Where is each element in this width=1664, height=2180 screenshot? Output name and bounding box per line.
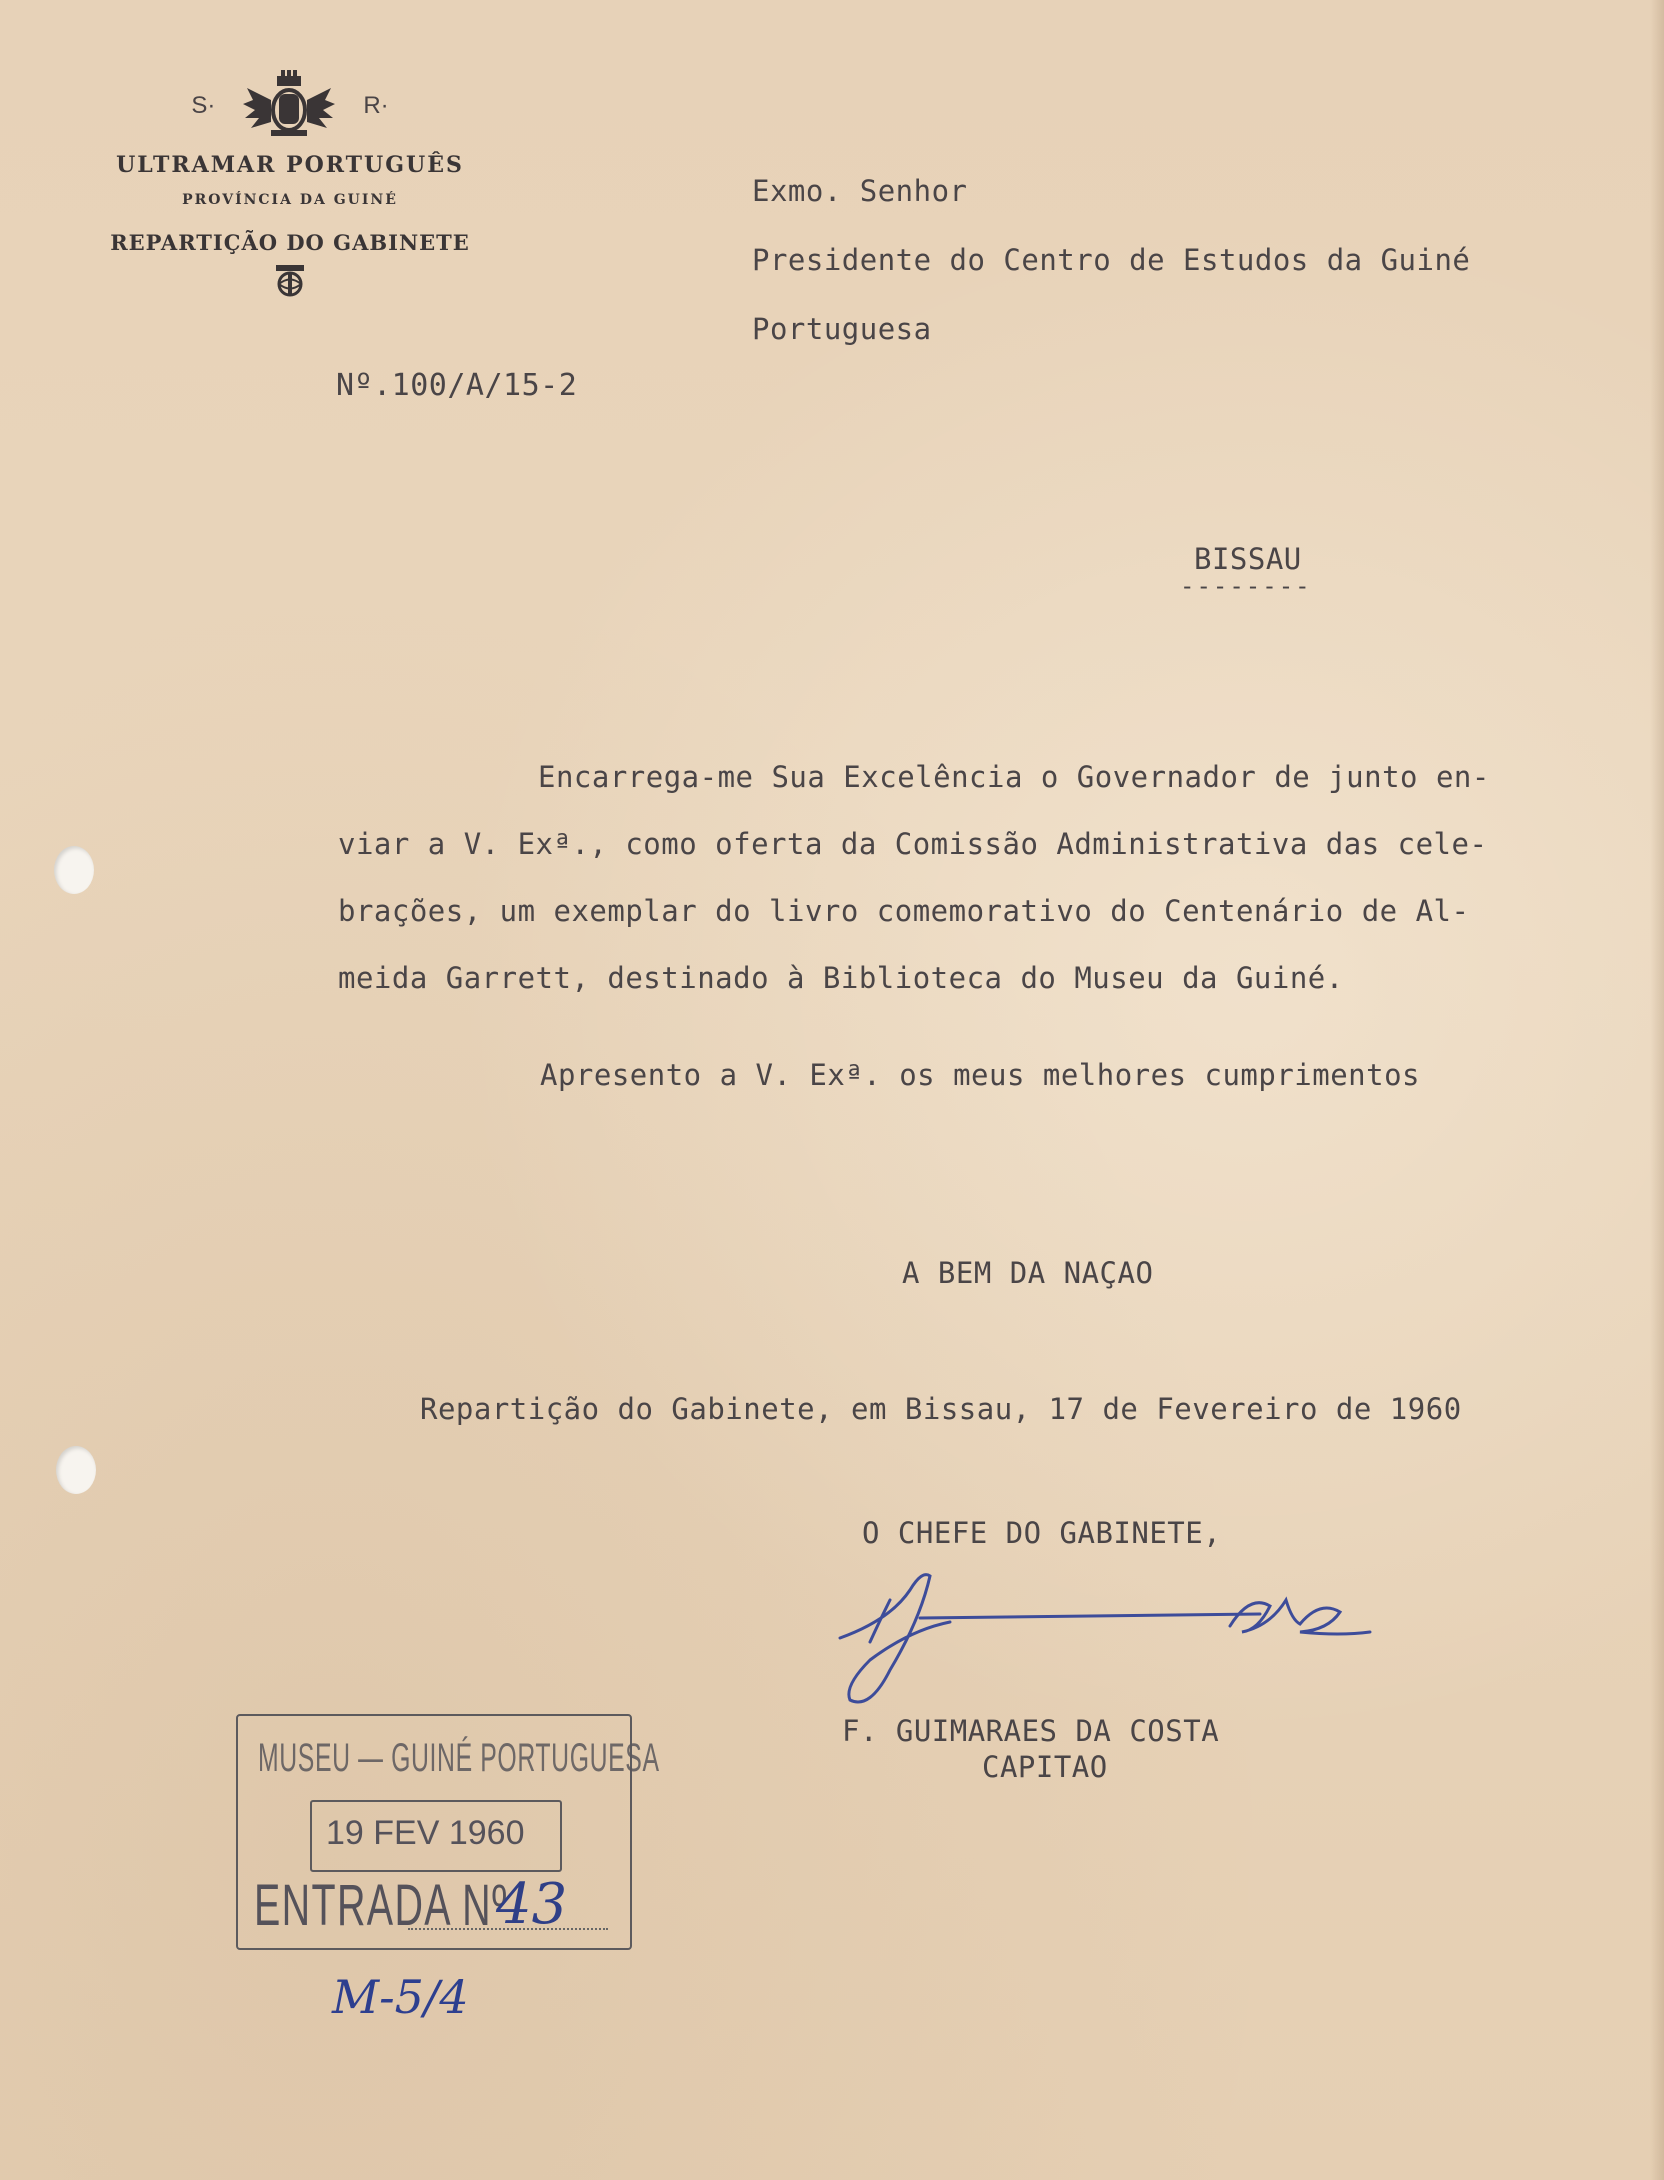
entry-stamp	[236, 1714, 660, 1950]
body-line-2: viar a V. Exª., como oferta da Comissão Administrativa das cele-	[338, 827, 1488, 861]
body-line-3: brações, um exemplar do livro comemorativo do Centenário de Al-	[338, 894, 1470, 928]
letterhead-province: PROVÍNCIA DA GUINÉ	[182, 192, 398, 208]
letterhead-emblem-row	[80, 66, 500, 146]
stamp-entry-number: 43	[496, 1872, 568, 1937]
stamp-date-box	[310, 1800, 562, 1872]
letterhead-s: S·	[191, 92, 216, 119]
body-paragraph-2: Apresento a V. Exª. os meus melhores cumprimentos	[540, 1058, 1421, 1092]
stamp-institution: MUSEU — GUINÉ PORTUGUESA	[258, 1736, 660, 1780]
armillary-emblem-icon	[270, 263, 310, 299]
body-line-1: Encarrega-me Sua Excelência o Governador de junto en-	[538, 760, 1490, 794]
signatory-name: F. GUIMARAES DA COSTA	[842, 1714, 1220, 1748]
signatory-rank: CAPITAO	[982, 1750, 1108, 1784]
signatory-title: O CHEFE DO GABINETE,	[862, 1516, 1222, 1550]
addressee-title-cont: Portuguesa	[752, 312, 932, 346]
handwritten-note: M-5/4	[332, 1970, 469, 2024]
punch-hole-lower	[56, 1446, 96, 1494]
addressee-title: Presidente do Centro de Estudos da Guiné	[752, 243, 1471, 277]
stamp-dotted-line	[408, 1928, 608, 1930]
stamp-entrada-label: ENTRADA Nº	[254, 1873, 508, 1938]
addressee-salutation: Exmo. Senhor	[752, 174, 968, 208]
addressee-city: BISSAU	[1194, 542, 1302, 576]
coat-of-arms-icon	[241, 70, 337, 142]
stamp-date: 19 FEV 1960	[326, 1814, 525, 1852]
body-line-4: meida Garrett, destinado à Biblioteca do Museu da Guiné.	[338, 961, 1344, 995]
punch-hole-upper	[54, 846, 94, 894]
closing-place-date: Repartição do Gabinete, em Bissau, 17 de Fevereiro de 1960	[420, 1392, 1462, 1426]
closing-motto: A BEM DA NAÇAO	[902, 1256, 1154, 1290]
letterhead-department: REPARTIÇÃO DO GABINETE	[110, 230, 470, 255]
paper-edge	[1650, 0, 1664, 2180]
signature-image	[830, 1560, 1390, 1720]
letterhead	[80, 66, 500, 299]
reference-number: Nº.100/A/15-2	[336, 368, 578, 403]
city-underline: --------	[1180, 572, 1312, 600]
letterhead-r: R·	[363, 92, 389, 119]
letterhead-title: ULTRAMAR PORTUGUÊS	[116, 152, 464, 178]
